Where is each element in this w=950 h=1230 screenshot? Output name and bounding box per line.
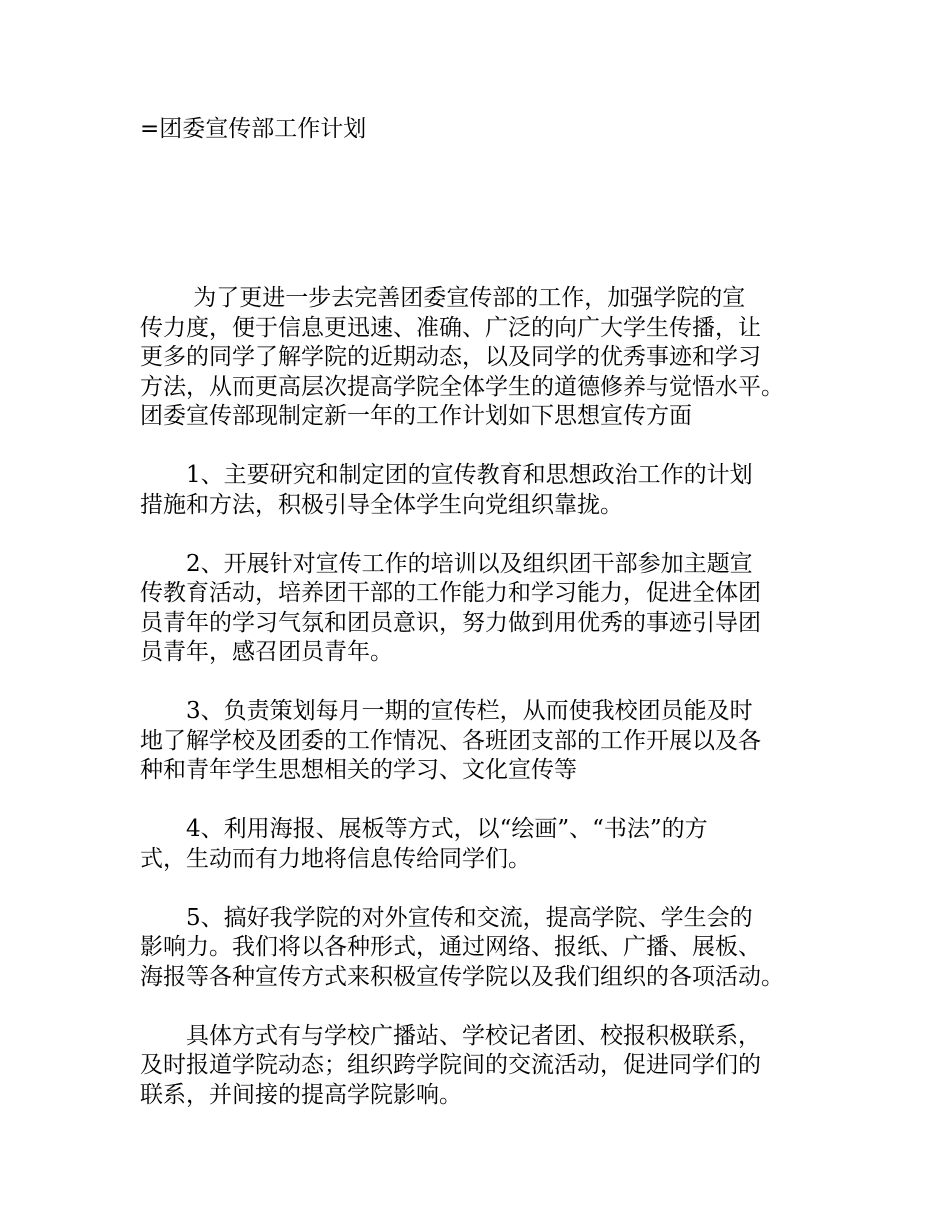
text-line: 传教育活动，培养团干部的工作能力和学习能力，促进全体团	[140, 580, 761, 606]
text-line: 影响力。我们将以各种形式，通过网络、报纸、广播、展板、	[140, 934, 761, 960]
paragraph-item-1	[140, 461, 830, 520]
paragraph-gap	[140, 786, 830, 816]
text-line: 3、负责策划每月一期的宣传栏，从而使我校团员能及时	[140, 698, 753, 724]
text-line: 海报等各种宣传方式来积极宣传学院以及我们组织的各项活动。	[140, 963, 784, 990]
text-line: 2、开展针对宣传工作的培训以及组织团干部参加主题宣	[140, 550, 753, 577]
text-line: 及时报道学院动态；组织跨学院间的交流活动，促进同学们的	[140, 1052, 761, 1078]
paragraph-item-5	[140, 904, 830, 993]
document-body	[140, 284, 830, 1110]
document-title: =团委宣传部工作计划	[140, 116, 367, 142]
paragraph-item-4	[140, 815, 830, 874]
text-line: 更多的同学了解学院的近期动态，以及同学的优秀事迹和学习	[140, 344, 761, 370]
paragraph-gap	[140, 520, 830, 550]
text-line: 1、主要研究和制定团的宣传教育和思想政治工作的计划	[140, 462, 753, 488]
text-line: 式，生动而有力地将信息传给同学们。	[140, 845, 531, 872]
paragraph-intro	[140, 284, 830, 432]
text-line: 员青年的学习气氛和团员意识，努力做到用优秀的事迹引导团	[140, 609, 761, 636]
paragraph-gap	[140, 874, 830, 904]
text-line: 5、搞好我学院的对外宣传和交流，提高学院、学生会的	[140, 904, 753, 931]
text-line: 地了解学校及团委的工作情况、各班团支部的工作开展以及各	[140, 727, 761, 754]
text-line: 为了更进一步去完善团委宣传部的工作，加强学院的宣	[140, 285, 746, 311]
paragraph-gap	[140, 668, 830, 698]
paragraph-methods	[140, 1022, 830, 1111]
text-line: 种和青年学生思想相关的学习、文化宣传等	[140, 757, 577, 783]
text-line: 员青年，感召团员青年。	[140, 639, 393, 665]
paragraph-gap	[140, 432, 830, 462]
paragraph-gap	[140, 992, 830, 1022]
text-line: 团委宣传部现制定新一年的工作计划如下思想宣传方面	[140, 403, 692, 429]
text-line: 具体方式有与学校广播站、学校记者团、校报积极联系，	[140, 1022, 761, 1049]
paragraph-item-2	[140, 550, 830, 668]
text-line: 措施和方法，积极引导全体学生向党组织靠拢。	[140, 491, 623, 518]
text-line: 方法，从而更高层次提高学院全体学生的道德修养与觉悟水平。	[140, 373, 784, 400]
text-line: 联系，并间接的提高学院影响。	[140, 1081, 462, 1108]
paragraph-item-3	[140, 697, 830, 786]
text-line: 传力度，便于信息更迅速、准确、广泛的向广大学生传播，让	[140, 314, 761, 341]
text-line: 4、利用海报、展板等方式，以“绘画”、“书法”的方	[140, 816, 708, 842]
